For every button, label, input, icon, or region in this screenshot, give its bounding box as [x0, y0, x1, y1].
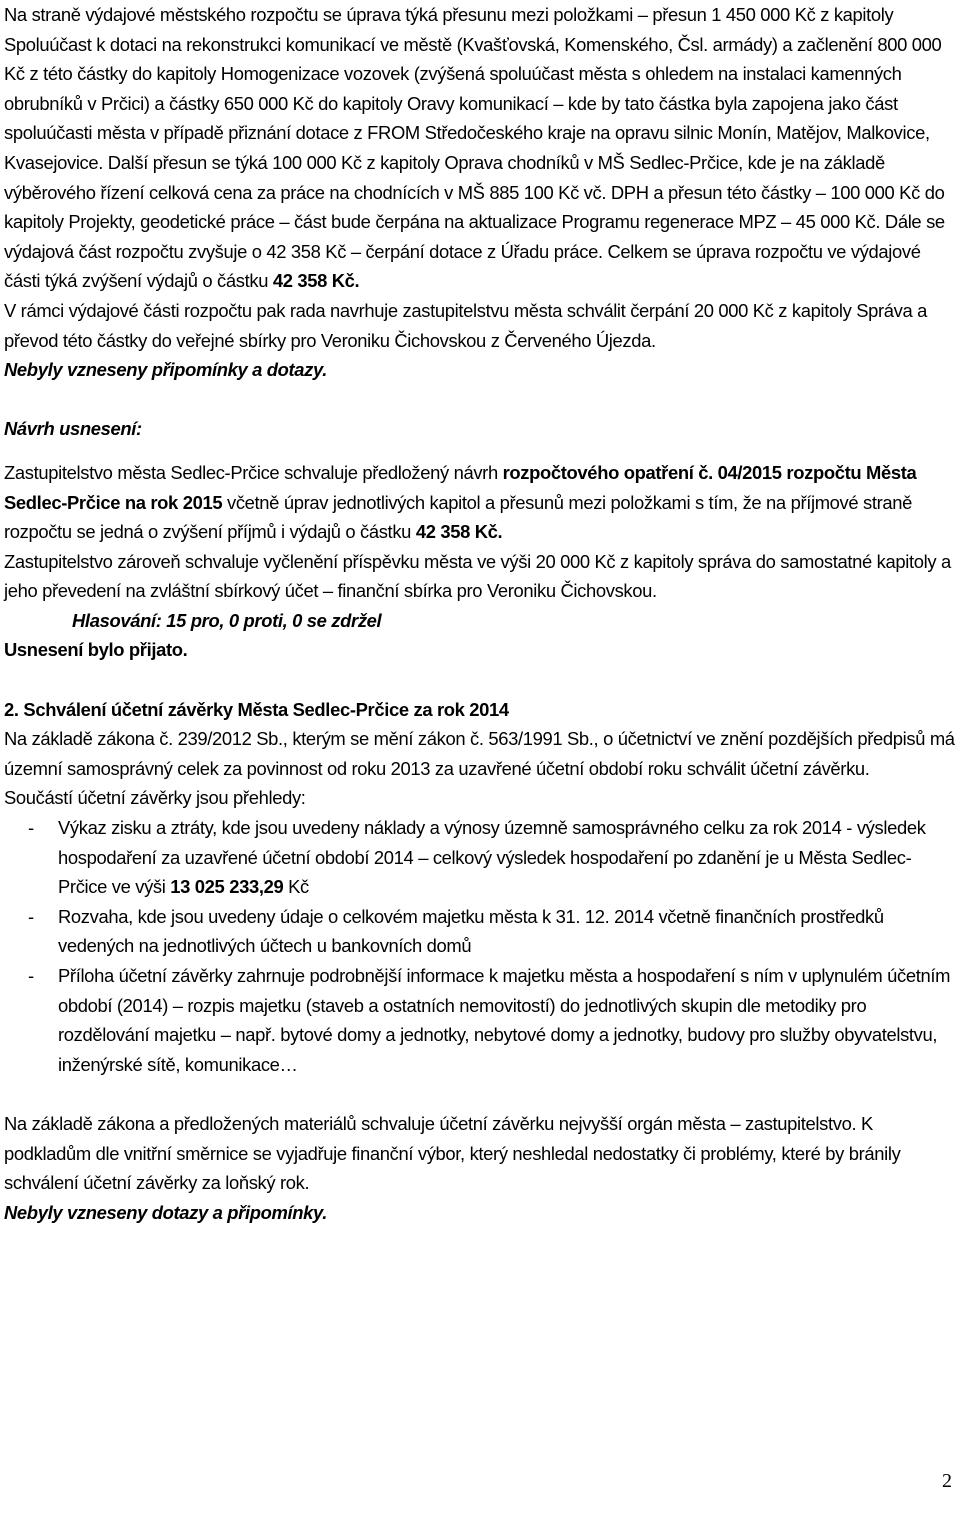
- resolution-text: včetně úprav jednotlivých kapitol a přesunů mezi položkami s tím, že na příjmové straně rozpočtu se jedná o zvýšení příjmů i výdajů o částku: [4, 491, 913, 543]
- resolution-adopted: Usnesení bylo přijato.: [4, 639, 188, 661]
- resolution-amount: 42 358 Kč.: [415, 521, 503, 543]
- list-item-currency: Kč: [283, 876, 309, 898]
- approval-paragraph: Na základě zákona a předložených materiálů schvaluje účetní závěrku nejvyšší orgán města – zastupitelstvo. K podkladům dle vnitřní směrnice se vyjadřuje finanční výbor, který neshledal nedostatky či problémy, které by bránily schválení účetní závěrky za loňský rok.: [4, 1112, 901, 1194]
- list-item: [4, 902, 956, 961]
- list-item-text: Výkaz zisku a ztráty, kde jsou uvedeny náklady a výnosy územně samosprávného celku za rok 2014 - výsledek hospodaření za uzavřené účetní období 2014 – celkový výsledek hospodaření po zdanění je u Města Sedlec-Prčice ve výši: [58, 817, 926, 898]
- page-number: 2: [942, 1470, 952, 1492]
- expenditure-increase-amount: 42 358 Kč.: [272, 270, 360, 292]
- resolution-contribution: Zastupitelstvo zároveň schvaluje vyčlenění příspěvku města ve výši 20 000 Kč z kapitoly správa do samostatné kapitoly a jeho převedení na zvláštní sbírkový účet – finanční sbírka pro Veroniku Čichovskou.: [4, 550, 951, 602]
- spacer: [4, 444, 956, 458]
- no-comments-note: Nebyly vzneseny dotazy a připomínky.: [4, 1201, 327, 1223]
- list-item-text: Rozvaha, kde jsou uvedeny údaje o celkovém majetku města k 31. 12. 2014 včetně finančních prostředků vedených na jednotlivých účtech u bankovních domů: [58, 905, 884, 957]
- overview-list: [4, 813, 956, 1079]
- budget-expenditure-text: Na straně výdajové městského rozpočtu se úprava týká přesunu mezi položkami – přesun 1 450 000 Kč z kapitoly Spoluúčast k dotaci na rekonstrukci komunikací ve městě (Kvašťovská, Komenského, Čsl. armády) a začlenění 800 000 Kč z této částky do kapitoly Homogenizace vozovek (zvýšená spoluúčast města s ohledem na instalaci kamenných obrubníků v Prčici) a částky 650 000 Kč do kapitoly Oravy komunikací – kde by tato částka byla zapojena jako část spoluúčasti města v případě přiznání dotace z FROM Středočeského kraje na opravu silnic Monín, Matějov, Malkovice, Kvasejovice. Další přesun se týká 100 000 Kč z kapitoly Oprava chodníků v MŠ Sedlec-Prčice, kde je na základě výběrového řízení celková cena za práce na chodnících v MŠ 885 100 Kč vč. DPH a přesun této částky – 100 000 Kč do kapitoly Projekty, geodetické práce – část bude čerpána na aktualizace Programu regenerace MPZ – 45 000 Kč. Dále se výdajová část rozpočtu zvyšuje o 42 358 Kč – čerpání dotace z Úřadu práce. Celkem se úprava rozpočtu ve výdajové části týká zvýšení výdajů o částku: [4, 4, 945, 292]
- no-comments-note: Nebyly vzneseny připomínky a dotazy.: [4, 359, 327, 381]
- vote-result: Hlasování: 15 pro, 0 proti, 0 se zdržel: [72, 609, 382, 631]
- list-dash: -: [28, 817, 34, 839]
- spacer: [4, 1079, 956, 1109]
- list-item-amount: 13 025 233,29: [170, 876, 284, 898]
- section-heading: 2. Schválení účetní závěrky Města Sedlec-Prčice za rok 2014: [4, 698, 509, 720]
- section-intro: Na základě zákona č. 239/2012 Sb., kterým se mění zákon č. 563/1991 Sb., o účetnictví ve znění pozdějších předpisů má územní samosprávný celek za povinnost od roku 2013 za uzavřené účetní období roku schválit účetní závěrku.: [4, 728, 955, 779]
- spacer: [4, 665, 956, 695]
- list-item: [4, 813, 956, 902]
- spacer: [4, 385, 956, 415]
- list-dash: -: [28, 965, 34, 986]
- list-item: [4, 961, 956, 1079]
- council-proposal-paragraph: V rámci výdajové části rozpočtu pak rada navrhuje zastupitelstvu města schválit čerpání 20 000 Kč z kapitoly Správa a převod této částky do veřejné sbírky pro Veroniku Čichovskou z Červeného Újezda.: [4, 299, 927, 351]
- document-page: [4, 0, 956, 1227]
- resolution-measure-title: rozpočtového opatření č. 04/2015 rozpočtu Města Sedlec-Prčice na rok 2015: [4, 461, 917, 513]
- resolution-budget-measure: [4, 458, 956, 547]
- proposal-heading: Návrh usnesení:: [4, 418, 142, 440]
- list-item-text: Příloha účetní závěrky zahrnuje podrobnější informace k majetku města a hospodaření s ním v uplynulém účetním období (2014) – rozpis majetku (staveb a ostatních nemovitostí) do jednotlivých skupin dle metodiky pro rozdělování majetku – např. bytové domy a jednotky, nebytové domy a jednotky, budovy pro služby obyvatelstvu, inženýrské sítě, komunikace…: [58, 965, 951, 1075]
- list-dash: -: [28, 905, 34, 927]
- budget-expenditure-paragraph: [4, 0, 956, 296]
- overviews-intro: Součástí účetní závěrky jsou přehledy:: [4, 787, 306, 809]
- resolution-text: Zastupitelstvo města Sedlec-Prčice schvaluje předložený návrh: [4, 461, 503, 483]
